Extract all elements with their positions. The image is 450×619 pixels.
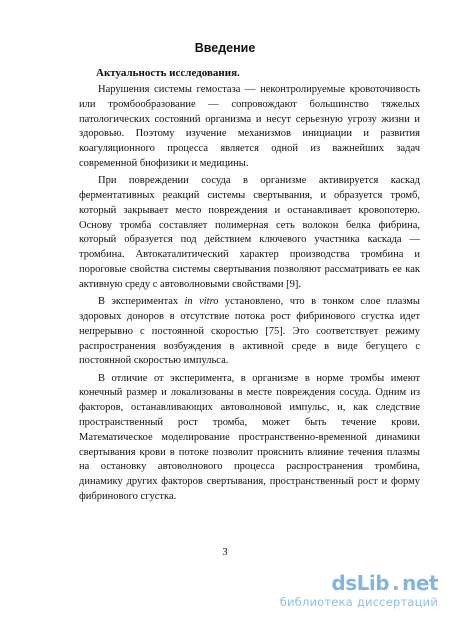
watermark-tld: net bbox=[402, 571, 438, 595]
paragraph-2: При повреждении сосуда в организме активируется каскад ферментативных реакций системы свертывания, и образуется тромб, который закрывает место повреждения и останавливает кровопотерю. Основу тромба составляет полимерная сеть волокон белка фибрина, который образуется под действием ключевого участника каскада — тромбина. Автокаталитический характер производства тромбина и пороговые свойства системы свертывания позволяют рассматривать ее как активную среду с автоволновыми свойствами [9]. bbox=[79, 175, 420, 290]
watermark-dot: . bbox=[392, 571, 400, 595]
body-text bbox=[79, 83, 420, 507]
watermark-tagline: библиотека диссертаций bbox=[279, 595, 438, 609]
watermark-logo bbox=[248, 573, 438, 593]
section-title: Актуальность исследования. bbox=[96, 67, 240, 79]
page-heading: Введение bbox=[194, 41, 256, 55]
watermark-brand: dsLib bbox=[331, 571, 390, 595]
page-number: 3 bbox=[222, 547, 228, 558]
paragraph-1: Нарушения системы гемостаза — неконтролируемые кровоточивость или тромбообразование — сопровождают большинство тяжелых патологических состояний организма и несут серьезную угрозу жизни и здоровью. Поэтому изучение механизмов инициации и развития коагуляционного процесса является одной из важнейших задач современной биофизики и медицины. bbox=[79, 84, 420, 169]
paragraph-4: В отличие от эксперимента, в организме в норме тромбы имеют конечный размер и локализованы в месте повреждения сосуда. Одним из факторов, останавливающих автоволновой импульс, и, как следствие пространственный рост тромба, может быть течение крови. Математическое моделирование пространственно-временной динамики свертывания крови в потоке позволит прояснить влияние течения плазмы на остановку автоволнового процесса распространения тромбина, динамику других факторов свертывания, пространственный рост и форму фибринового сгустка. bbox=[79, 372, 420, 503]
watermark bbox=[248, 573, 438, 609]
italic-term: in vitro bbox=[184, 296, 219, 308]
paragraph-3: В экспериментах in vitro установлено, что в тонком слое плазмы здоровых доноров в отсутствие потока рост фибринового сгустка идет непрерывно с постоянной скоростью [75]. Это соответствует режиму распространения возбуждения в активной среде в виде бегущего с постоянной скоростью импульса. bbox=[79, 296, 420, 367]
